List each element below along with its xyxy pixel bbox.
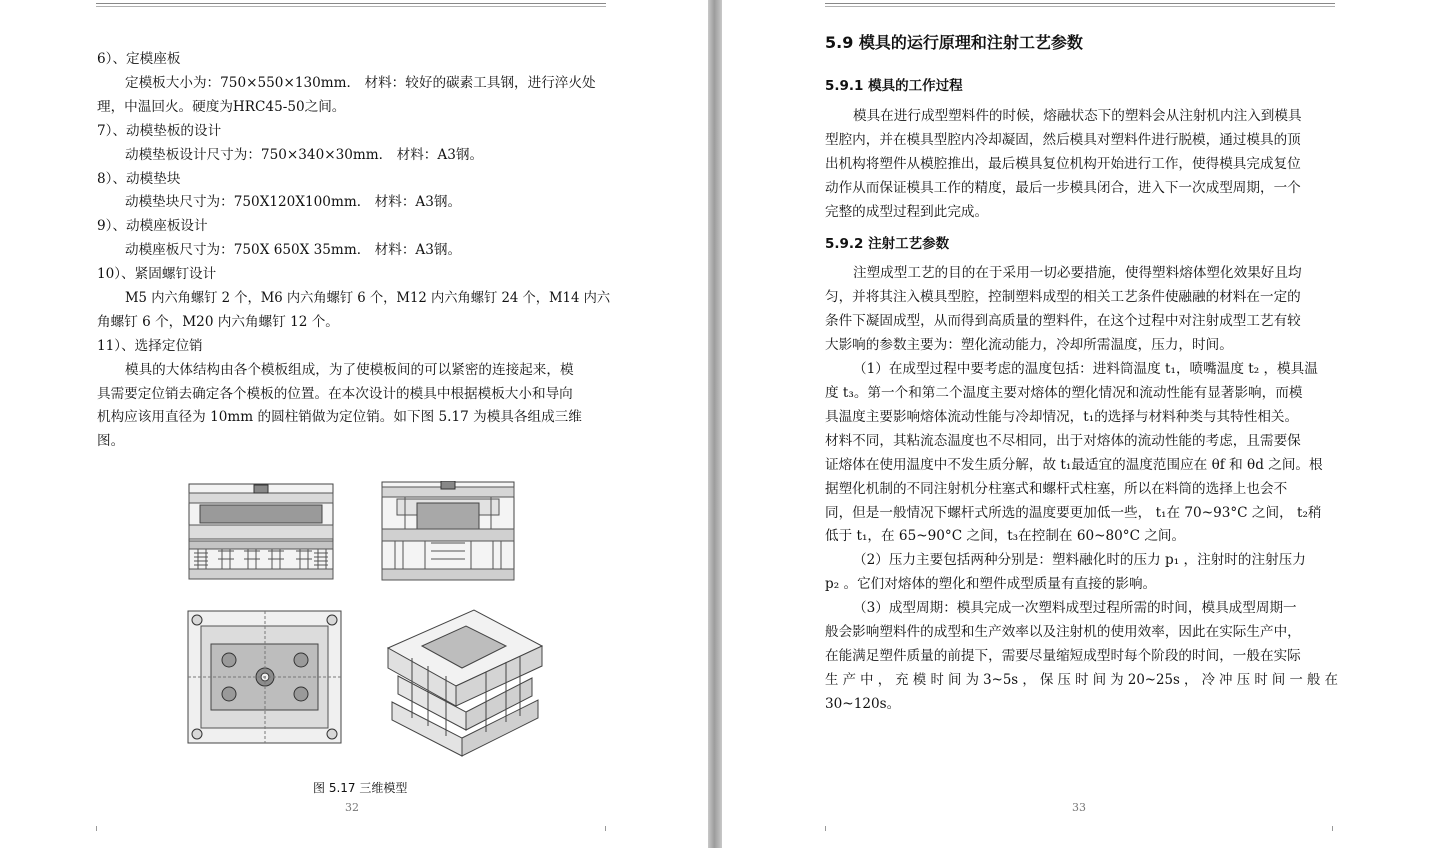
page-number: 33 xyxy=(1072,801,1086,814)
mold-front-view-figure xyxy=(188,483,334,580)
text-line: 模具在进行成型塑料件的时候，熔融状态下的塑料会从注射机内注入到模具 xyxy=(853,108,1302,124)
text-line: 具需要定位销去确定各个模板的位置。在本次设计的模具中根据模板大小和导向 xyxy=(97,386,573,402)
text-line: M5 内六角螺钉 2 个，M6 内六角螺钉 6 个，M12 内六角螺钉 24 个，M14 内六 xyxy=(125,290,611,306)
text-line: （1）在成型过程中要考虑的温度包括：进料筒温度 t₁，喷嘴温度 t₂ ，模具温 xyxy=(853,361,1318,377)
figure-caption: 图 5.17 三维模型 xyxy=(313,781,408,795)
text-line: 模具的大体结构由各个模板组成，为了使模板间的可以紧密的连接起来，模 xyxy=(125,362,574,378)
subsection-title: 5.9.2 注射工艺参数 xyxy=(825,236,950,252)
text-line: （3）成型周期：模具完成一次塑料成型过程所需的时间，模具成型周期一 xyxy=(853,600,1297,616)
text-line: 理，中温回火。硬度为HRC45-50之间。 xyxy=(97,99,346,115)
text-line: 度 t₃。第一个和第二个温度主要对熔体的塑化情况和流动性能有显著影响，而模 xyxy=(825,385,1303,401)
text-line: 据塑化机制的不同注射机分柱塞式和螺杆式柱塞，所以在料筒的选择上也会不 xyxy=(825,481,1288,497)
text-line: 动模座板尺寸为：750X 650X 35mm． 材料：A3钢。 xyxy=(125,242,462,258)
text-line: 11）、选择定位销 xyxy=(97,338,203,354)
text-line: 材料不同，其粘流态温度也不尽相同，出于对熔体的流动性能的考虑，且需要保 xyxy=(825,433,1301,449)
header-rule xyxy=(96,3,606,4)
page-gutter xyxy=(708,0,722,848)
text-line: 证熔体在使用温度中不发生质分解，故 t₁最适宜的温度范围应在 θf 和 θd 之间。根 xyxy=(825,457,1323,473)
right-page xyxy=(722,0,1430,848)
text-line: 6）、定模座板 xyxy=(97,51,181,67)
text-line: 30~120s。 xyxy=(825,696,901,712)
text-line: 生 产 中 ， 充 模 时 间 为 3~5s ， 保 压 时 间 为 20~25s ， 冷 冲 压 时 间 一 般 在 xyxy=(825,672,1338,688)
text-line: 动作从而保证模具工作的精度，最后一步模具闭合，进入下一次成型周期，一个 xyxy=(825,180,1301,196)
corner-mark xyxy=(825,826,826,831)
text-line: 条件下凝固成型，从而得到高质量的塑料件，在这个过程中对注射成型工艺有较 xyxy=(825,313,1301,329)
header-rule xyxy=(825,3,1335,4)
text-line: 10）、紧固螺钉设计 xyxy=(97,266,217,282)
text-line: （2）压力主要包括两种分别是：塑料融化时的压力 p₁ ，注射时的注射压力 xyxy=(853,552,1306,568)
mold-top-view-figure xyxy=(187,610,342,744)
text-line: 型腔内，并在模具型腔内冷却凝固，然后模具对塑料件进行脱模，通过模具的顶 xyxy=(825,132,1301,148)
header-rule-2 xyxy=(96,6,606,7)
mold-side-view-figure xyxy=(381,481,515,581)
section-title: 5.9 模具的运行原理和注射工艺参数 xyxy=(825,33,1083,52)
text-line: 8）、动模垫块 xyxy=(97,171,181,187)
text-line: 图。 xyxy=(97,433,125,449)
text-line: 注塑成型工艺的目的在于采用一切必要措施，使得塑料熔体塑化效果好且均 xyxy=(853,265,1302,281)
mold-isometric-view-figure xyxy=(382,606,548,764)
text-line: 匀，并将其注入模具型腔，控制塑料成型的相关工艺条件使融融的材料在一定的 xyxy=(825,289,1301,305)
corner-mark xyxy=(605,826,606,831)
text-line: 9）、动模座板设计 xyxy=(97,218,208,234)
text-line: 完整的成型过程到此完成。 xyxy=(825,204,989,220)
text-line: 在能满足塑件质量的前提下，需要尽量缩短成型时每个阶段的时间，一般在实际 xyxy=(825,648,1301,664)
text-line: p₂ 。它们对熔体的塑化和塑件成型质量有直接的影响。 xyxy=(825,576,1157,592)
text-line: 出机构将塑件从模腔推出，最后模具复位机构开始进行工作，使得模具完成复位 xyxy=(825,156,1301,172)
text-line: 低于 t₁，在 65~90°C 之间，t₃在控制在 60~80°C 之间。 xyxy=(825,528,1186,544)
text-line: 同，但是一般情况下螺杆式所选的温度要更加低一些， t₁在 70~93°C 之间， t₂稍 xyxy=(825,505,1322,521)
text-line: 般会影响塑料件的成型和生产效率以及注射机的使用效率，因此在实际生产中， xyxy=(825,624,1301,640)
text-line: 定模板大小为：750×550×130mm． 材料：较好的碳素工具钢，进行淬火处 xyxy=(125,75,596,91)
text-line: 动模垫板设计尺寸为：750×340×30mm． 材料：A3钢。 xyxy=(125,147,484,163)
corner-mark xyxy=(96,826,97,831)
header-rule-2 xyxy=(825,6,1335,7)
subsection-title: 5.9.1 模具的工作过程 xyxy=(825,78,963,94)
text-line: 大影响的参数主要为：塑化流动能力，冷却所需温度，压力，时间。 xyxy=(825,337,1233,353)
left-page xyxy=(0,0,708,848)
corner-mark xyxy=(1332,826,1333,831)
text-line: 动模垫块尺寸为：750X120X100mm． 材料：A3钢。 xyxy=(125,194,462,210)
page-number: 32 xyxy=(345,801,359,814)
text-line: 7）、动模垫板的设计 xyxy=(97,123,222,139)
text-line: 具温度主要影响熔体流动性能与冷却情况，t₁的选择与材料种类与其特性相关。 xyxy=(825,409,1299,425)
text-line: 机构应该用直径为 10mm 的圆柱销做为定位销。如下图 5.17 为模具各组成三维 xyxy=(97,409,582,425)
text-line: 角螺钉 6 个，M20 内六角螺钉 12 个。 xyxy=(97,314,339,330)
